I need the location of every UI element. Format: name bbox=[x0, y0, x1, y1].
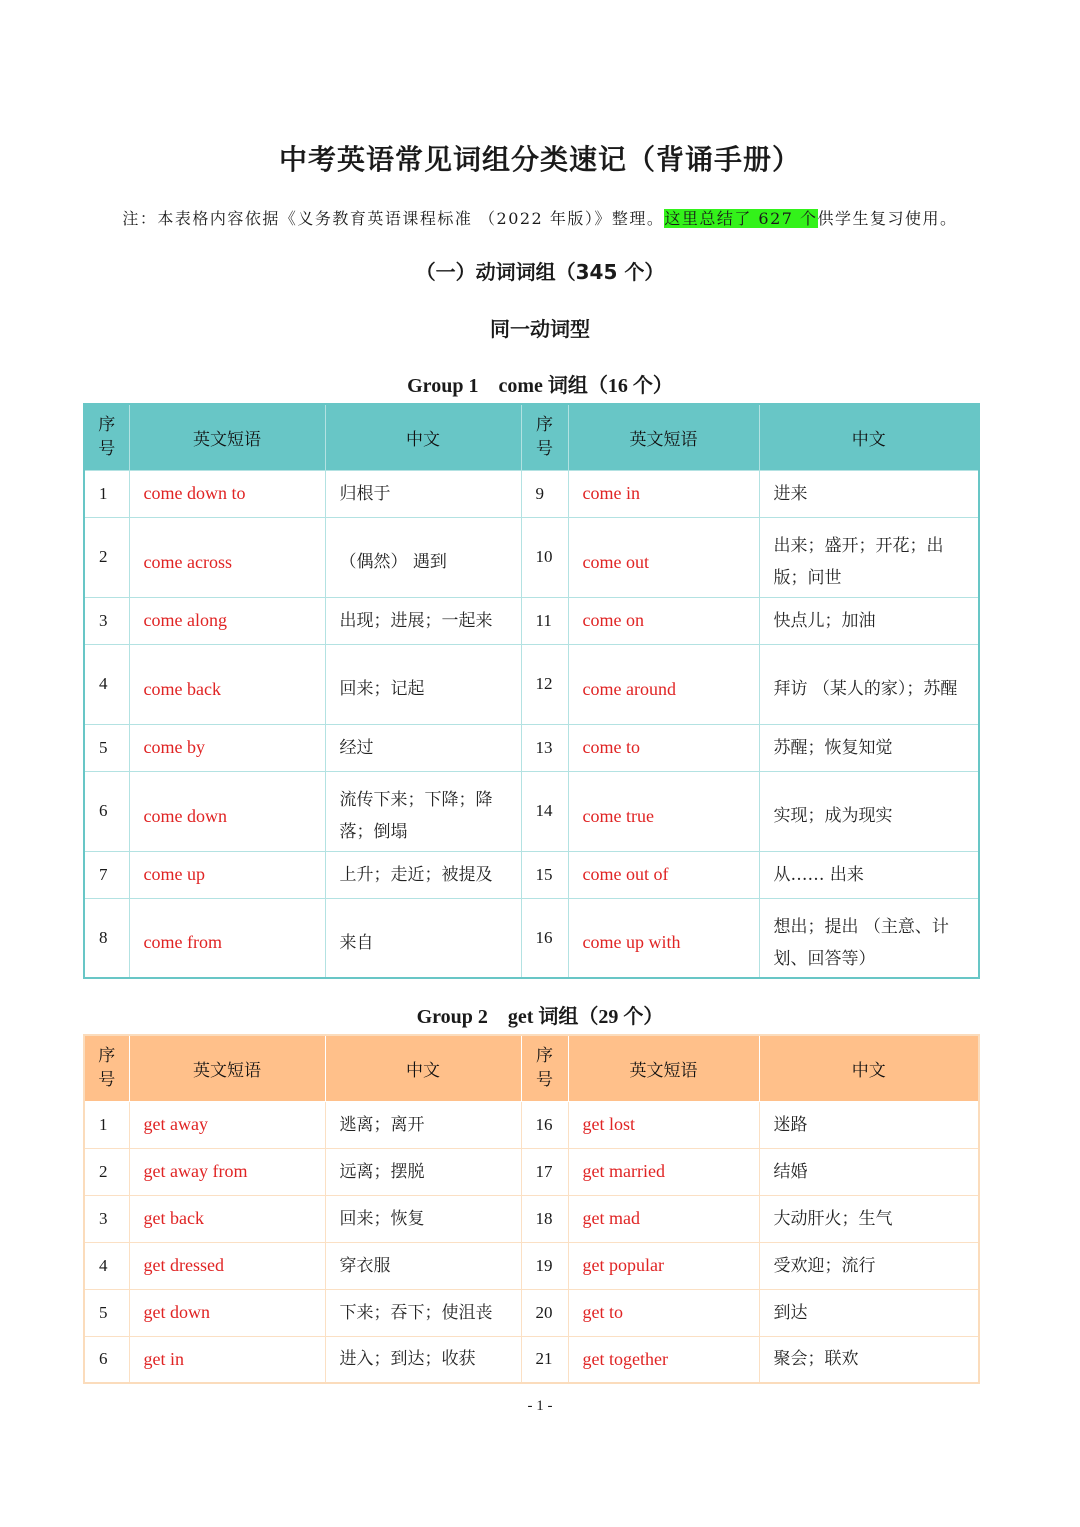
table-header-row bbox=[84, 1035, 979, 1101]
row-number: 16 bbox=[521, 898, 568, 978]
row-number: 13 bbox=[521, 724, 568, 771]
english-phrase: get popular bbox=[568, 1242, 759, 1289]
chinese-meaning: 进入；到达；收获 bbox=[325, 1336, 521, 1383]
english-phrase: come to bbox=[568, 724, 759, 771]
subsection-title: 同一动词型 bbox=[490, 317, 590, 341]
chinese-meaning: 大动肝火；生气 bbox=[759, 1195, 979, 1242]
row-number: 14 bbox=[521, 771, 568, 851]
header-index: 序 号 bbox=[521, 1035, 568, 1101]
english-phrase: come around bbox=[568, 644, 759, 724]
english-phrase: get lost bbox=[568, 1101, 759, 1148]
table-row bbox=[84, 1336, 979, 1383]
header-chinese: 中文 bbox=[759, 1035, 979, 1101]
chinese-meaning: 进来 bbox=[759, 470, 979, 517]
row-number: 21 bbox=[521, 1336, 568, 1383]
english-phrase: get away bbox=[129, 1101, 325, 1148]
english-phrase: get away from bbox=[129, 1148, 325, 1195]
row-number: 4 bbox=[84, 644, 129, 724]
row-number: 6 bbox=[84, 1336, 129, 1383]
row-number: 19 bbox=[521, 1242, 568, 1289]
chinese-meaning: 聚会；联欢 bbox=[759, 1336, 979, 1383]
header-index: 序 号 bbox=[84, 404, 129, 470]
english-phrase: get to bbox=[568, 1289, 759, 1336]
english-phrase: get back bbox=[129, 1195, 325, 1242]
english-phrase: come up bbox=[129, 851, 325, 898]
table-row bbox=[84, 517, 979, 597]
chinese-meaning: 流传下来；下降；降落；倒塌 bbox=[325, 771, 521, 851]
english-phrase: get together bbox=[568, 1336, 759, 1383]
chinese-meaning: 出来；盛开；开花；出版；问世 bbox=[759, 517, 979, 597]
english-phrase: come down to bbox=[129, 470, 325, 517]
chinese-meaning: 上升；走近；被提及 bbox=[325, 851, 521, 898]
row-number: 1 bbox=[84, 1101, 129, 1148]
header-index: 序 号 bbox=[521, 404, 568, 470]
table-row bbox=[84, 470, 979, 517]
chinese-meaning: 拜访 （某人的家）；苏醒 bbox=[759, 644, 979, 724]
header-index: 序 号 bbox=[84, 1035, 129, 1101]
row-number: 17 bbox=[521, 1148, 568, 1195]
group-1-title: Group 1 come 词组（16 个） bbox=[407, 375, 673, 397]
row-number: 6 bbox=[84, 771, 129, 851]
note-highlight: 这里总结了 627 个 bbox=[664, 209, 818, 228]
english-phrase: get married bbox=[568, 1148, 759, 1195]
table-row bbox=[84, 1242, 979, 1289]
chinese-meaning: 快点儿；加油 bbox=[759, 597, 979, 644]
chinese-meaning: 逃离；离开 bbox=[325, 1101, 521, 1148]
row-number: 10 bbox=[521, 517, 568, 597]
chinese-meaning: 想出；提出 （主意、计划、回答等） bbox=[759, 898, 979, 978]
chinese-meaning: （偶然） 遇到 bbox=[325, 517, 521, 597]
english-phrase: get down bbox=[129, 1289, 325, 1336]
chinese-meaning: 到达 bbox=[759, 1289, 979, 1336]
chinese-meaning: 回来；记起 bbox=[325, 644, 521, 724]
english-phrase: come down bbox=[129, 771, 325, 851]
chinese-meaning: 苏醒；恢复知觉 bbox=[759, 724, 979, 771]
english-phrase: get in bbox=[129, 1336, 325, 1383]
row-number: 16 bbox=[521, 1101, 568, 1148]
document-note bbox=[0, 206, 1080, 229]
row-number: 11 bbox=[521, 597, 568, 644]
row-number: 1 bbox=[84, 470, 129, 517]
table-row bbox=[84, 1289, 979, 1336]
group-2-title: Group 2 get 词组（29 个） bbox=[416, 1006, 664, 1028]
english-phrase: come from bbox=[129, 898, 325, 978]
table-row bbox=[84, 597, 979, 644]
chinese-meaning: 结婚 bbox=[759, 1148, 979, 1195]
chinese-meaning: 受欢迎；流行 bbox=[759, 1242, 979, 1289]
table-row bbox=[84, 1148, 979, 1195]
header-english: 英文短语 bbox=[129, 404, 325, 470]
english-phrase: get mad bbox=[568, 1195, 759, 1242]
header-chinese: 中文 bbox=[325, 1035, 521, 1101]
table-row bbox=[84, 644, 979, 724]
row-number: 12 bbox=[521, 644, 568, 724]
chinese-meaning: 远离；摆脱 bbox=[325, 1148, 521, 1195]
group-2-table bbox=[83, 1034, 980, 1384]
chinese-meaning: 出现；进展；一起来 bbox=[325, 597, 521, 644]
chinese-meaning: 迷路 bbox=[759, 1101, 979, 1148]
header-english: 英文短语 bbox=[568, 404, 759, 470]
row-number: 8 bbox=[84, 898, 129, 978]
row-number: 2 bbox=[84, 517, 129, 597]
table-row bbox=[84, 1195, 979, 1242]
row-number: 3 bbox=[84, 597, 129, 644]
chinese-meaning: 回来；恢复 bbox=[325, 1195, 521, 1242]
header-chinese: 中文 bbox=[325, 404, 521, 470]
english-phrase: come along bbox=[129, 597, 325, 644]
english-phrase: come up with bbox=[568, 898, 759, 978]
english-phrase: come in bbox=[568, 470, 759, 517]
english-phrase: come across bbox=[129, 517, 325, 597]
english-phrase: get dressed bbox=[129, 1242, 325, 1289]
row-number: 4 bbox=[84, 1242, 129, 1289]
chinese-meaning: 穿衣服 bbox=[325, 1242, 521, 1289]
chinese-meaning: 下来；吞下；使沮丧 bbox=[325, 1289, 521, 1336]
row-number: 3 bbox=[84, 1195, 129, 1242]
english-phrase: come back bbox=[129, 644, 325, 724]
table-row bbox=[84, 898, 979, 978]
row-number: 5 bbox=[84, 724, 129, 771]
english-phrase: come true bbox=[568, 771, 759, 851]
document-title: 中考英语常见词组分类速记（背诵手册） bbox=[278, 143, 801, 176]
table-row bbox=[84, 771, 979, 851]
header-english: 英文短语 bbox=[129, 1035, 325, 1101]
table-header-row bbox=[84, 404, 979, 470]
english-phrase: come on bbox=[568, 597, 759, 644]
page-number: - 1 - bbox=[527, 1398, 553, 1414]
section-title: （一）动词词组（345 个） bbox=[415, 260, 665, 284]
row-number: 5 bbox=[84, 1289, 129, 1336]
english-phrase: come out bbox=[568, 517, 759, 597]
row-number: 20 bbox=[521, 1289, 568, 1336]
group-1-table bbox=[83, 403, 980, 979]
table-row bbox=[84, 1101, 979, 1148]
header-chinese: 中文 bbox=[759, 404, 979, 470]
table-row bbox=[84, 851, 979, 898]
chinese-meaning: 实现；成为现实 bbox=[759, 771, 979, 851]
row-number: 18 bbox=[521, 1195, 568, 1242]
row-number: 7 bbox=[84, 851, 129, 898]
row-number: 2 bbox=[84, 1148, 129, 1195]
note-prefix: 注：本表格内容依据《义务教育英语课程标准 （2022 年版）》整理。 bbox=[122, 209, 665, 228]
table-row bbox=[84, 724, 979, 771]
chinese-meaning: 来自 bbox=[325, 898, 521, 978]
english-phrase: come out of bbox=[568, 851, 759, 898]
row-number: 9 bbox=[521, 470, 568, 517]
english-phrase: come by bbox=[129, 724, 325, 771]
chinese-meaning: 归根于 bbox=[325, 470, 521, 517]
chinese-meaning: 从…… 出来 bbox=[759, 851, 979, 898]
chinese-meaning: 经过 bbox=[325, 724, 521, 771]
header-english: 英文短语 bbox=[568, 1035, 759, 1101]
row-number: 15 bbox=[521, 851, 568, 898]
note-suffix: 供学生复习使用。 bbox=[817, 209, 958, 228]
